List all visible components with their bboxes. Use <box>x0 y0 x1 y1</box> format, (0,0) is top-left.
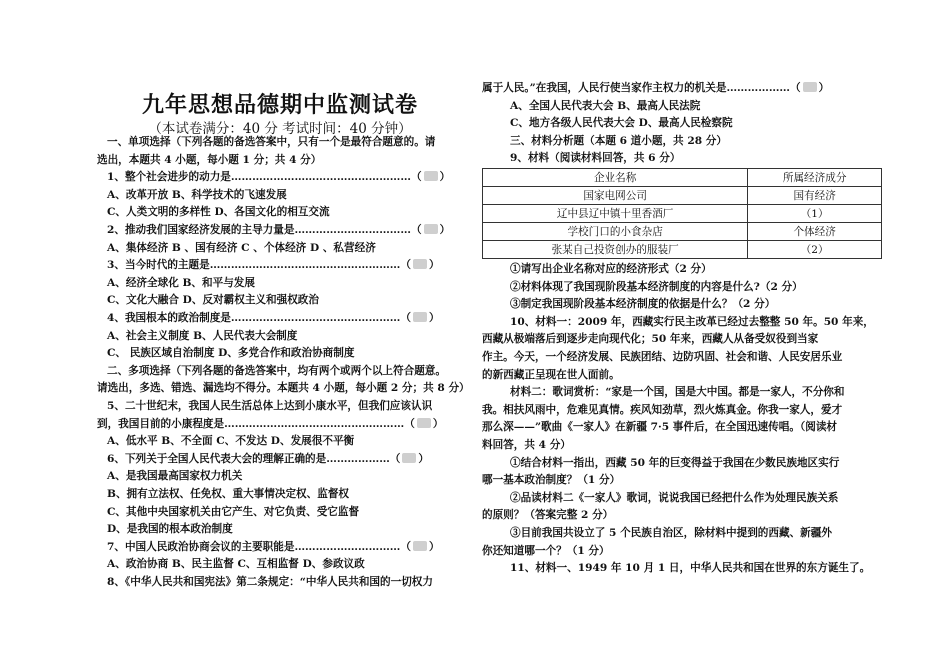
table-cell: 个体经济 <box>748 223 882 241</box>
left-line-text: C、人类文明的多样性 D、各国文化的相互交流 <box>107 206 330 219</box>
right-bottom-line <box>510 490 838 507</box>
right-bottom-line <box>510 455 839 472</box>
right-bottom-line <box>510 314 874 331</box>
right-top-line-text: 三、材料分析题（本题 6 道小题，共 28 分） <box>510 134 727 147</box>
left-line-text: C、文化大融合 D、反对霸权主义和强权政治 <box>107 294 319 307</box>
right-bottom-line <box>482 543 610 560</box>
left-line-text: A、社会主义制度 B、人民代表大会制度 <box>107 329 298 342</box>
left-line-text: A、是我国最高国家权力机关 <box>107 470 243 483</box>
left-line-text: 8、《中华人民共和国宪法》第二条规定：“中华人民共和国的一切权力 <box>107 576 433 588</box>
right-bottom-line <box>510 261 712 278</box>
left-line <box>107 556 365 573</box>
left-line <box>107 504 359 521</box>
close-paren: ） <box>429 540 440 553</box>
right-bottom-line-text: 11、材料一、1949 年 10 月 1 日，中华人民共和国在世界的东方诞生了。 <box>510 562 871 575</box>
left-line-text: A、集体经济 B 、国有经济 C 、个体经济 D 、私营经济 <box>107 241 376 254</box>
table-cell: 国有经济 <box>748 187 882 205</box>
right-top-line <box>510 115 733 132</box>
right-top-line <box>510 133 727 150</box>
table-cell: 辽中县辽中镇十里香酒厂 <box>483 205 748 223</box>
right-bottom-line <box>482 419 837 436</box>
right-bottom-line <box>510 560 870 577</box>
right-bottom-line-text: ①结合材料一指出，西藏 50 年的巨变得益于我国在少数民族地区实行 <box>510 456 840 469</box>
table-header-row <box>483 169 882 187</box>
left-line-text: 1、整个社会进步的动力是……………………………………………（ <box>107 171 422 184</box>
right-top-line <box>510 98 700 115</box>
left-line <box>97 380 470 397</box>
right-top-line-text: C、地方各级人民代表大会 D、最高人民检察院 <box>510 117 733 130</box>
left-line <box>107 451 429 468</box>
left-line <box>107 134 435 151</box>
close-paren: ） <box>432 417 444 430</box>
left-line-text: D、是我国的根本政治制度 <box>107 523 233 536</box>
left-line <box>107 222 450 239</box>
right-bottom-line-text: 料回答，共 4 分） <box>482 439 571 451</box>
left-line-text: 选出，本题共 4 小题，每小题 1 分；共 4 分） <box>97 153 322 166</box>
right-bottom-line-text: ②材料体现了我国现阶段基本经济制度的内容是什么?（2 分） <box>510 280 803 293</box>
left-line-text: 2、推动我们国家经济发展的主导力量是……………………………（ <box>107 224 422 236</box>
answer-blank[interactable] <box>424 171 438 181</box>
right-bottom-line-text: 那么深——”歌曲《一家人》在新疆 7·5 事件后，在全国迅速传唱。（阅读材 <box>482 421 838 434</box>
table-row <box>483 241 882 259</box>
table-cell: （2） <box>748 241 882 259</box>
right-top-line <box>482 80 829 97</box>
left-line <box>97 152 321 169</box>
right-bottom-line-text: 作主。今天，一个经济发展、民族团结、边防巩固、社会和谐、人民安居乐业 <box>482 351 843 363</box>
left-line-text: 请选出，多选、错选、漏选均不得分。本题共 4 小题，每小题 2 分；共 8 分） <box>97 382 470 395</box>
right-bottom-line-text: ③制定我国现阶段基本经济制度的依据是什么？（2 分） <box>510 298 776 311</box>
right-top-line-text: 属于人民。”在我国，人民行使当家作主权力的机关是………………（ <box>482 82 801 94</box>
right-top-line-text: 9、材料（阅读材料回答，共 6 分） <box>510 152 681 165</box>
table-row <box>483 223 882 241</box>
close-paren: ） <box>439 171 451 184</box>
left-line <box>107 275 255 292</box>
right-bottom-line <box>482 349 842 366</box>
left-line-text: 到，我国目前的小康程度是……………………………………………（ <box>97 417 415 430</box>
left-line <box>107 257 440 274</box>
left-line <box>107 169 450 186</box>
left-line <box>107 240 376 257</box>
table-cell: 张某自己投资创办的服装厂 <box>483 241 748 259</box>
answer-blank[interactable] <box>413 312 427 322</box>
table-header-enterprise: 企业名称 <box>483 169 748 187</box>
left-line-text: 二、多项选择（下列各题的备选答案中，均有两个或两个以上符合题意。 <box>107 364 446 377</box>
table-cell: （1） <box>748 205 882 223</box>
left-line <box>107 310 440 327</box>
answer-blank[interactable] <box>417 418 431 428</box>
left-line <box>97 416 443 433</box>
left-line <box>107 204 330 221</box>
answer-blank[interactable] <box>424 224 438 234</box>
close-paren: ） <box>818 82 830 94</box>
right-bottom-line <box>482 437 571 454</box>
right-bottom-line-text: 的原则？（答案完整 2 分） <box>482 509 614 522</box>
right-bottom-line <box>510 296 775 313</box>
left-line <box>107 345 354 362</box>
right-bottom-line-text: ①请写出企业名称对应的经济形式（2 分） <box>510 263 712 275</box>
left-line-text: C、其他中央国家机关由它产生、对它负责、受它监督 <box>107 505 360 518</box>
right-bottom-line-text: 的新西藏正呈现在世人面前。 <box>482 368 620 381</box>
close-paren: ） <box>439 224 451 236</box>
left-line <box>107 328 297 345</box>
left-line-text: A、低水平 B、不全面 C、不发达 D、发展很不平衡 <box>107 435 355 448</box>
right-bottom-line-text: ③目前我国共设立了 5 个民族自治区，除材料中提到的西藏、新疆外 <box>510 527 832 539</box>
close-paren: ） <box>429 312 440 324</box>
right-bottom-line <box>510 279 803 296</box>
left-line <box>107 292 319 309</box>
left-line <box>107 574 433 591</box>
table-cell: 国家电网公司 <box>483 187 748 205</box>
left-line-text: 7、中国人民政治协商会议的主要职能是…………………………（ <box>107 540 411 553</box>
left-line-text: A、改革开放 B、科学技术的飞速发展 <box>107 188 287 201</box>
left-line-text: 3、当今时代的主题是………………………………………………（ <box>107 259 411 272</box>
right-bottom-line <box>510 384 845 401</box>
right-bottom-line-text: 我。相扶风雨中，危难见真情。疾风知劲草，烈火炼真金。你我一家人，爱才 <box>482 403 843 416</box>
left-line <box>107 433 354 450</box>
answer-blank[interactable] <box>413 541 427 551</box>
answer-blank[interactable] <box>402 453 416 463</box>
answer-blank[interactable] <box>803 82 817 92</box>
left-line-text: 4、我国根本的政治制度是…………………………………………（ <box>107 312 411 324</box>
right-bottom-line <box>510 525 832 542</box>
left-line-text: C、 民族区域自治制度 D、多党合作和政治协商制度 <box>107 347 355 360</box>
right-bottom-line-text: 你还知道哪一个？（1 分） <box>482 544 610 557</box>
right-bottom-line-text: 西藏从极端落后到逐步走向现代化；50 年来，西藏人从备受奴役到当家 <box>482 333 819 346</box>
right-bottom-line <box>482 507 613 524</box>
left-line-text: 5、二十世纪末，我国人民生活总体上达到小康水平，但我们应该认识 <box>107 400 433 412</box>
table-cell: 学校门口的小食杂店 <box>483 223 748 241</box>
right-bottom-line-text: 10、材料一：2009 年，西藏实行民主改革已经过去整整 50 年。50 年来， <box>510 315 874 328</box>
left-line-text: A、政治协商 B、民主监督 C、互相监督 D、参政议政 <box>107 558 365 571</box>
right-top-line-text: A、全国人民代表大会 B、最高人民法院 <box>510 99 701 112</box>
left-line <box>107 398 432 415</box>
left-line <box>107 486 349 503</box>
left-line-text: 一、单项选择（下列各题的备选答案中，只有一个是最符合题意的。请 <box>107 136 436 148</box>
left-line <box>107 468 242 485</box>
right-bottom-line <box>482 402 842 419</box>
right-top-line <box>510 150 680 167</box>
table-row <box>483 187 882 205</box>
left-line <box>107 521 233 538</box>
left-line <box>107 539 440 556</box>
right-bottom-line <box>482 331 818 348</box>
left-line <box>107 187 287 204</box>
right-bottom-line-text: 材料二：歌词赏析：“家是一个国，国是大中国。都是一家人，不分你和 <box>510 386 845 399</box>
table-row <box>483 205 882 223</box>
close-paren: ） <box>429 259 440 272</box>
table-header-economy: 所属经济成分 <box>748 169 882 187</box>
right-bottom-line-text: ②品读材料二《一家人》歌词，说说我国已经把什么作为处理民族关系 <box>510 491 839 504</box>
right-bottom-line <box>482 367 620 384</box>
right-bottom-line <box>482 472 620 489</box>
close-paren: ） <box>418 452 429 465</box>
page-title: 九年思想品德期中监测试卷 <box>141 93 418 118</box>
left-line-text: 6、下列关于全国人民代表大会的理解正确的是………………（ <box>107 452 401 465</box>
left-line-text: A、经济全球化 B、和平与发展 <box>107 276 255 289</box>
enterprise-table <box>482 168 882 259</box>
right-bottom-line-text: 哪一基本政治制度？（1 分） <box>482 474 621 487</box>
page-subtitle: （本试卷满分：40 分 考试时间：40 分钟） <box>148 121 412 137</box>
left-line <box>107 363 446 380</box>
answer-blank[interactable] <box>413 259 427 269</box>
left-line-text: B、拥有立法权、任免权、重大事情决定权、监督权 <box>107 488 350 500</box>
